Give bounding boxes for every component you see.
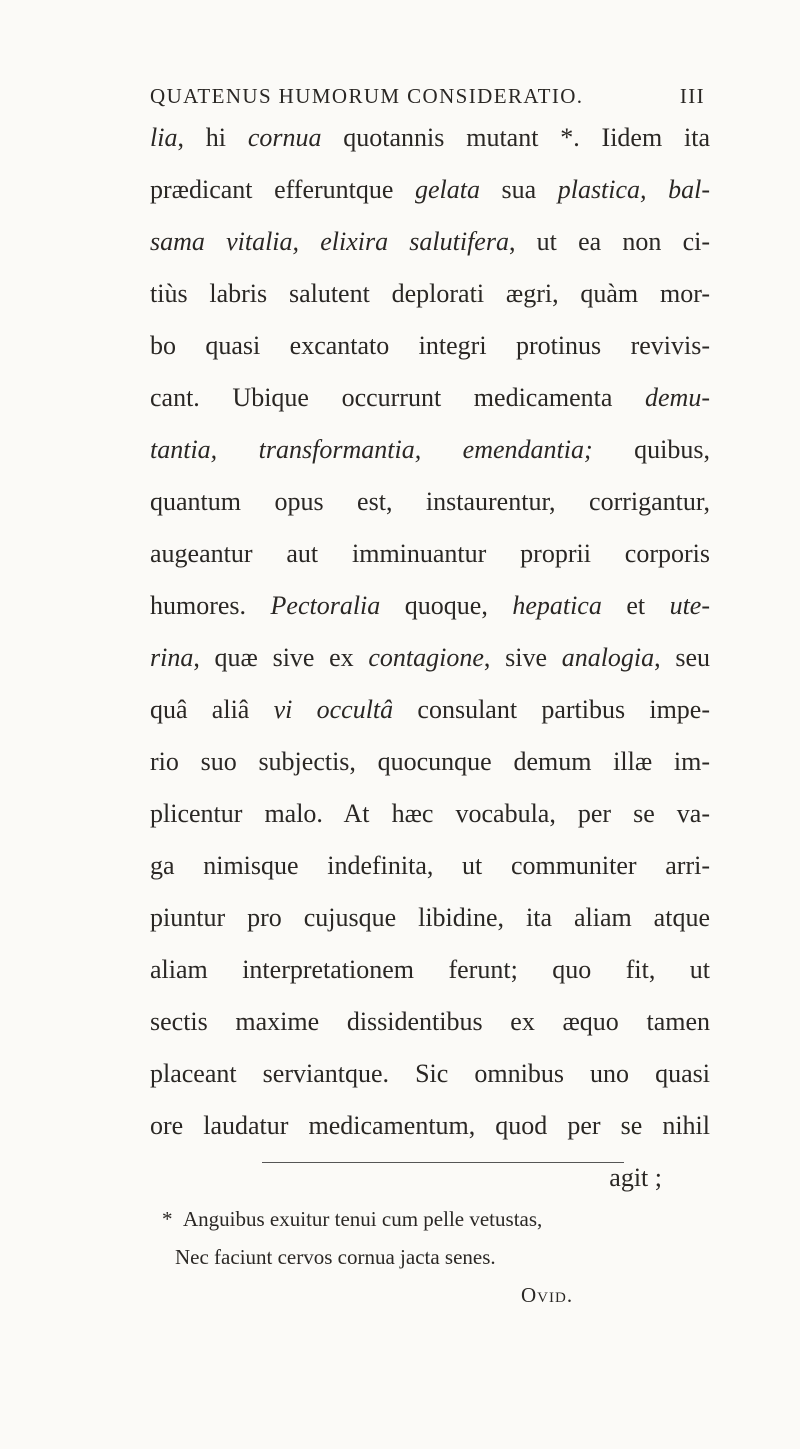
italic-text-segment: vi occultâ	[273, 695, 394, 724]
main-text	[150, 112, 710, 1204]
text-line	[150, 1100, 710, 1152]
footnote	[150, 1200, 710, 1314]
text-line	[150, 892, 710, 944]
text-segment: tiùs labris salutent deplorati ægri, quàm mor-	[150, 279, 710, 308]
text-line	[150, 372, 710, 424]
italic-text-segment: demu-	[645, 383, 710, 412]
text-segment: augeantur aut imminuantur proprii corporis	[150, 539, 710, 568]
text-segment: ga nimisque indefinita, ut communiter arri-	[150, 851, 710, 880]
text-line	[150, 424, 710, 476]
italic-text-segment: lia	[150, 123, 178, 152]
italic-text-segment: rina	[150, 643, 194, 672]
text-segment: prædicant efferuntque	[150, 175, 415, 204]
catchword: agit ;	[609, 1163, 662, 1192]
italic-text-segment: sama vitalia, elixira salutifera	[150, 227, 509, 256]
text-line	[150, 944, 710, 996]
text-line	[150, 164, 710, 216]
text-segment: consulant partibus impe-	[393, 695, 710, 724]
text-segment: quoque,	[380, 591, 513, 620]
text-segment: quantum opus est, instaurentur, corrigantur,	[150, 487, 710, 516]
italic-text-segment: contagione	[368, 643, 484, 672]
page-number: III	[679, 84, 705, 108]
italic-text-segment: ute-	[669, 591, 710, 620]
italic-text-segment: plastica, bal-	[557, 175, 710, 204]
text-segment: , sive	[483, 643, 562, 672]
text-line	[150, 1048, 710, 1100]
italic-text-segment: Pectoralia	[270, 591, 381, 620]
text-segment: , quæ sive ex	[193, 643, 369, 672]
text-line	[150, 840, 710, 892]
italic-text-segment: cornua	[247, 123, 322, 152]
footnote-author-name: Ovid.	[521, 1283, 574, 1307]
text-segment: et	[601, 591, 670, 620]
text-line	[150, 684, 710, 736]
text-line	[150, 632, 710, 684]
text-line	[150, 788, 710, 840]
text-line	[150, 996, 710, 1048]
footnote-author	[150, 1276, 710, 1314]
text-segment: sua	[479, 175, 558, 204]
footnote-line-1-text: Anguibus exuitur tenui cum pelle vetustas,	[183, 1207, 543, 1231]
text-segment: ore laudatur medicamentum, quod per se nihil	[150, 1111, 710, 1140]
italic-text-segment: hepatica	[512, 591, 602, 620]
text-segment: piuntur pro cujusque libidine, ita aliam atque	[150, 903, 710, 932]
text-line	[150, 320, 710, 372]
italic-text-segment: gelata	[414, 175, 480, 204]
text-segment: plicentur malo. At hæc vocabula, per se va-	[150, 799, 710, 828]
text-line	[150, 580, 710, 632]
text-segment: quibus,	[592, 435, 710, 464]
text-line	[150, 216, 710, 268]
text-line	[150, 268, 710, 320]
text-segment: , seu	[654, 643, 711, 672]
text-segment: placeant serviantque. Sic omnibus uno quasi	[150, 1059, 710, 1088]
footnote-line-1	[150, 1200, 710, 1238]
text-segment: bo quasi excantato integri protinus revivis-	[150, 331, 710, 360]
footnote-marker: *	[162, 1207, 173, 1231]
text-segment: sectis maxime dissidentibus ex æquo tamen	[150, 1007, 710, 1036]
text-line	[150, 736, 710, 788]
text-segment: cant. Ubique occurrunt medicamenta	[150, 383, 646, 412]
text-segment: humores.	[150, 591, 271, 620]
text-segment: quâ aliâ	[150, 695, 274, 724]
italic-text-segment: analogia	[561, 643, 655, 672]
text-segment: rio suo subjectis, quocunque demum illæ im-	[150, 747, 710, 776]
text-line	[150, 476, 710, 528]
text-line	[150, 528, 710, 580]
text-segment: quotannis mutant *. Iidem ita	[321, 123, 710, 152]
text-segment: aliam interpretationem ferunt; quo fit, ut	[150, 955, 710, 984]
text-segment: , hi	[177, 123, 248, 152]
italic-text-segment: tantia, transformantia, emendantia;	[150, 435, 593, 464]
footnote-rule	[262, 1162, 624, 1163]
footnote-line-2: Nec faciunt cervos cornua jacta senes.	[175, 1245, 496, 1269]
running-head-title: QUATENUS HUMORUM CONSIDERATIO.	[150, 84, 584, 108]
text-segment: , ut ea non ci-	[508, 227, 710, 256]
text-line	[150, 112, 710, 164]
